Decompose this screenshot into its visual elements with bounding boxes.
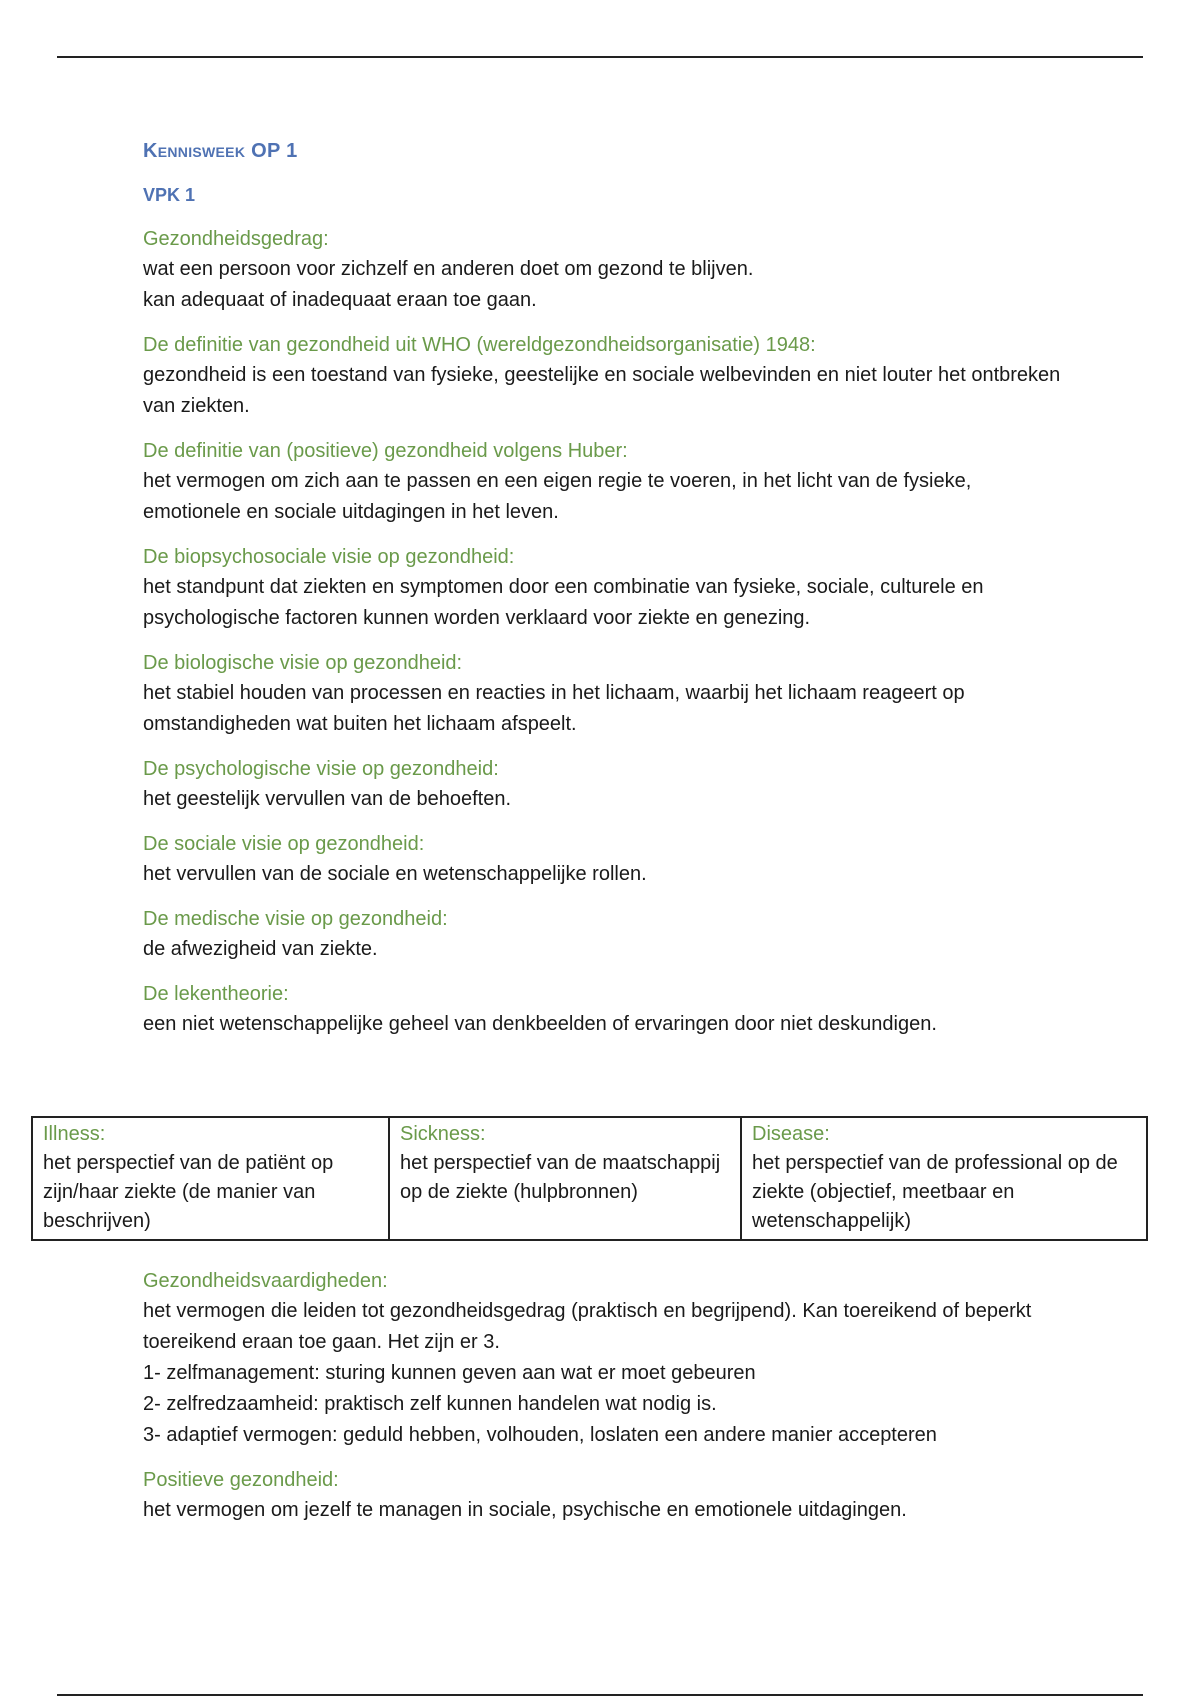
- section-psychological: [143, 754, 1073, 815]
- document-subtitle: VPK 1: [143, 185, 196, 205]
- footer-rule: [57, 1694, 1143, 1696]
- section-label: Positieve gezondheid:: [143, 1469, 339, 1491]
- section-biopsychosocial: [143, 542, 1073, 634]
- list-item: 2- zelfredzaamheid: praktisch zelf kunnen handelen wat nodig is.: [143, 1393, 717, 1415]
- table-cell-sickness: [389, 1117, 741, 1240]
- section-huber-definition: [143, 436, 1073, 528]
- section-lay-theory: [143, 979, 1073, 1040]
- section-text: de afwezigheid van ziekte.: [143, 938, 378, 960]
- section-label: De medische visie op gezondheid:: [143, 908, 448, 930]
- section-label: De biologische visie op gezondheid:: [143, 652, 463, 674]
- section-gezondheidsgedrag: [143, 224, 1073, 316]
- section-who-definition: [143, 330, 1073, 422]
- perspectives-table: [31, 1116, 1148, 1241]
- section-label: De psychologische visie op gezondheid:: [143, 758, 499, 780]
- document-body-continued: [143, 1266, 1073, 1540]
- header-rule: [57, 56, 1143, 58]
- table-cell-label: Illness:: [43, 1123, 106, 1145]
- section-text: het vermogen om zich aan te passen en een eigen regie te voeren, in het licht van de fysieke, emotionele en sociale uitdagingen in het leven.: [143, 470, 972, 523]
- section-biological: [143, 648, 1073, 740]
- section-text: een niet wetenschappelijke geheel van denkbeelden of ervaringen door niet deskundigen.: [143, 1013, 937, 1035]
- section-label: Gezondheidsvaardigheden:: [143, 1270, 388, 1292]
- section-label: De biopsychosociale visie op gezondheid:: [143, 546, 515, 568]
- list-item: 1- zelfmanagement: sturing kunnen geven aan wat er moet gebeuren: [143, 1362, 756, 1384]
- table-cell-disease: [741, 1117, 1147, 1240]
- table-cell-label: Sickness:: [400, 1123, 486, 1145]
- section-text: het vermogen die leiden tot gezondheidsgedrag (praktisch en begrijpend). Kan toereikend of beperkt toereikend eraan toe gaan. Het zijn er 3.: [143, 1300, 1032, 1353]
- section-text: het vermogen om jezelf te managen in sociale, psychische en emotionele uitdagingen.: [143, 1499, 907, 1521]
- section-text: het standpunt dat ziekten en symptomen door een combinatie van fysieke, sociale, culturele en psychologische factoren kunnen worden verklaard voor ziekte en genezing.: [143, 576, 984, 629]
- table-cell-label: Disease:: [752, 1123, 830, 1145]
- section-text: kan adequaat of inadequaat eraan toe gaan.: [143, 289, 537, 311]
- section-label: Gezondheidsgedrag:: [143, 228, 329, 250]
- document-title: Kennisweek OP 1: [143, 140, 298, 162]
- table-cell-text: het perspectief van de maatschappij op de ziekte (hulpbronnen): [400, 1152, 721, 1203]
- section-label: De lekentheorie:: [143, 983, 289, 1005]
- section-text: wat een persoon voor zichzelf en anderen doet om gezond te blijven.: [143, 258, 754, 280]
- section-text: het geestelijk vervullen van de behoeften.: [143, 788, 512, 810]
- table-cell-text: het perspectief van de professional op de ziekte (objectief, meetbaar en wetenschappelijk): [752, 1152, 1118, 1232]
- section-label: De sociale visie op gezondheid:: [143, 833, 425, 855]
- document-body: [143, 140, 1073, 1054]
- section-medical: [143, 904, 1073, 965]
- section-positive-health: [143, 1465, 1073, 1526]
- list-item: 3- adaptief vermogen: geduld hebben, volhouden, loslaten een andere manier accepteren: [143, 1424, 937, 1446]
- section-social: [143, 829, 1073, 890]
- table-cell-text: het perspectief van de patiënt op zijn/haar ziekte (de manier van beschrijven): [43, 1152, 334, 1232]
- section-label: De definitie van gezondheid uit WHO (wereldgezondheidsorganisatie) 1948:: [143, 334, 816, 356]
- section-health-skills: [143, 1266, 1073, 1451]
- table-row: [32, 1117, 1147, 1240]
- section-label: De definitie van (positieve) gezondheid volgens Huber:: [143, 440, 628, 462]
- section-text: het stabiel houden van processen en reacties in het lichaam, waarbij het lichaam reageert op omstandigheden wat buiten het lichaam afspeelt.: [143, 682, 965, 735]
- table-cell-illness: [32, 1117, 389, 1240]
- section-text: gezondheid is een toestand van fysieke, geestelijke en sociale welbevinden en niet louter het ontbreken van ziekten.: [143, 364, 1061, 417]
- section-text: het vervullen van de sociale en wetenschappelijke rollen.: [143, 863, 647, 885]
